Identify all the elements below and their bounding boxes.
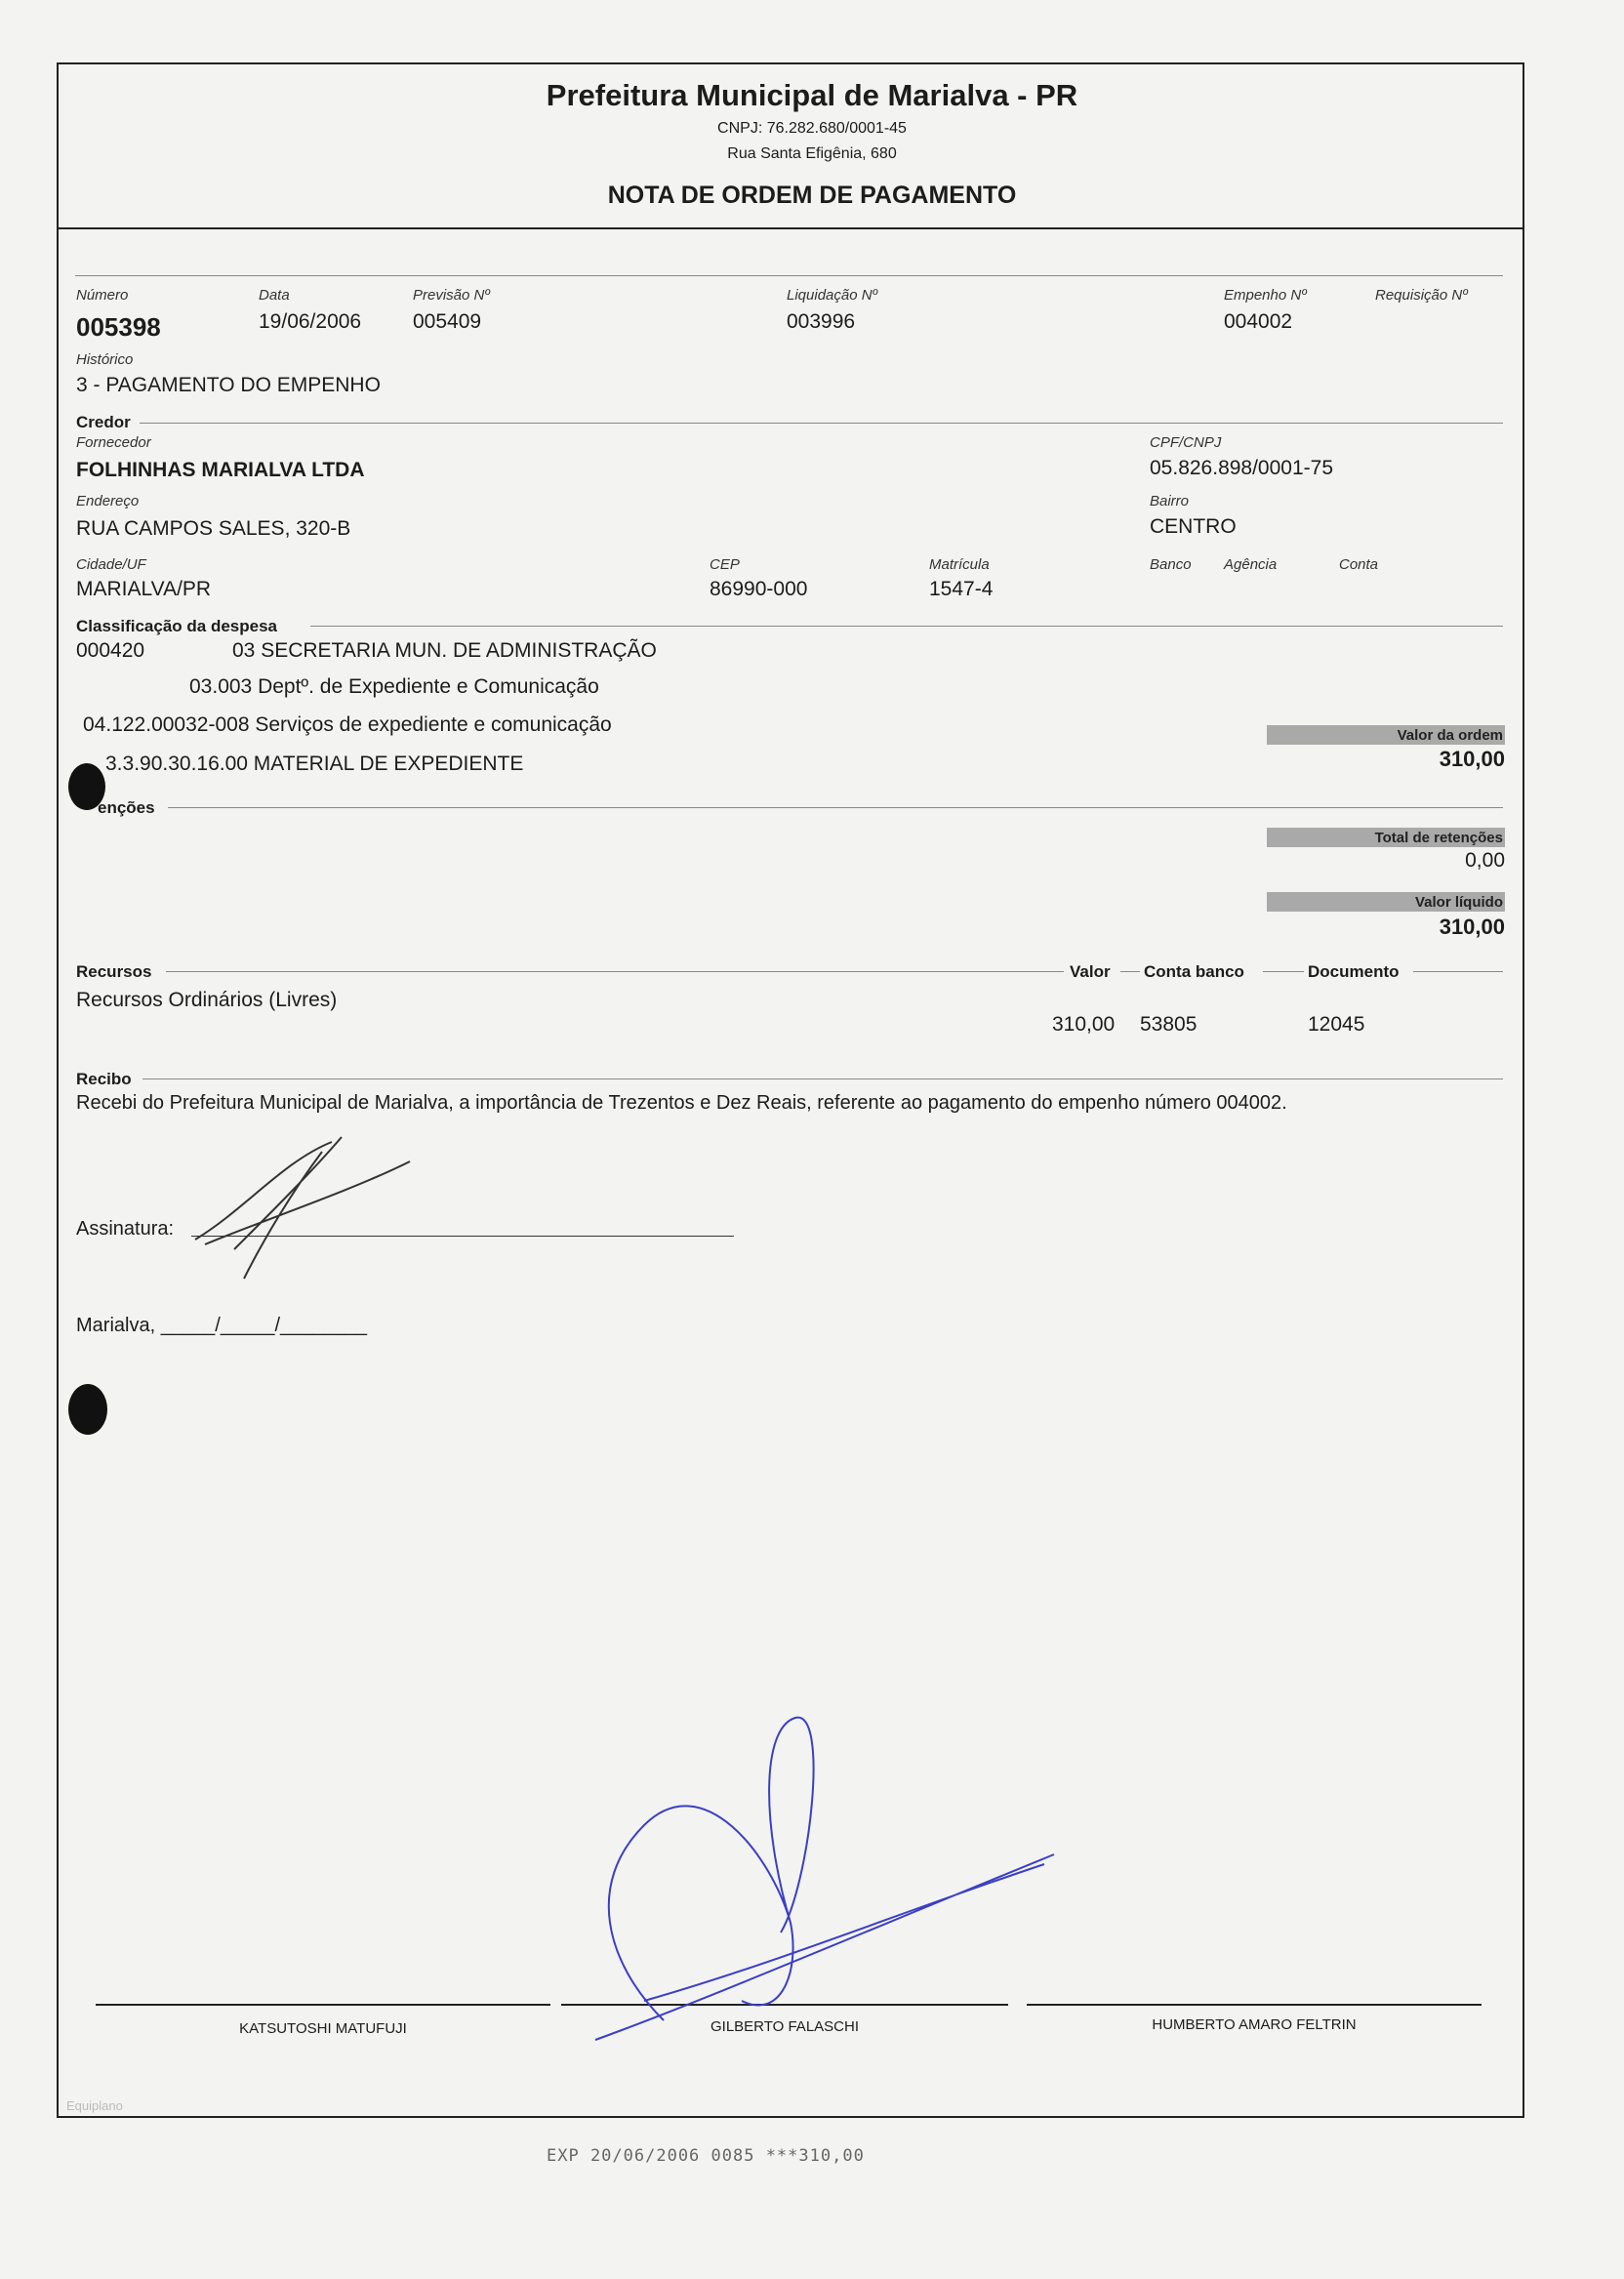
valor-ordem-label: Valor da ordem [1397, 727, 1503, 744]
historico-value: 3 - PAGAMENTO DO EMPENHO [76, 374, 381, 396]
previsao-label: Previsão Nº [413, 287, 490, 304]
previsao-value: 005409 [413, 310, 482, 333]
cidade-label: Cidade/UF [76, 556, 146, 573]
cep-label: CEP [710, 556, 740, 573]
org-name: Prefeitura Municipal de Marialva - PR [546, 78, 1078, 112]
valor-ordem-value: 310,00 [1439, 747, 1505, 771]
data-value: 19/06/2006 [259, 310, 362, 333]
recursos-documento-label: Documento [1308, 962, 1400, 981]
recibo-text: Recebi do Prefeitura Municipal de Marialva, a importância de Trezentos e Dez Reais, referente ao pagamento do empenho número 004002. [76, 1092, 1287, 1114]
cpf-value: 05.826.898/0001-75 [1150, 457, 1334, 479]
classificacao-material: 3.3.90.30.16.00 MATERIAL DE EXPEDIENTE [105, 753, 524, 775]
recibo-section-title: Recibo [76, 1070, 132, 1088]
numero-label: Número [76, 287, 129, 304]
recibo-signature [176, 1132, 429, 1288]
liquidacao-label: Liquidação Nº [787, 287, 878, 304]
classificacao-dept: 03.003 Deptº. de Expediente e Comunicação [189, 675, 599, 698]
recursos-valor: 310,00 [1052, 1013, 1116, 1036]
software-label: Equiplano [66, 2098, 123, 2113]
cidade-value: MARIALVA/PR [76, 578, 212, 600]
valor-liquido-label: Valor líquido [1414, 894, 1503, 911]
cpf-label: CPF/CNPJ [1150, 434, 1222, 451]
top-rule [75, 275, 1503, 276]
local-date: Marialva, _____/_____/________ [76, 1315, 368, 1336]
recursos-rule-2 [1120, 971, 1140, 972]
org-address: Rua Santa Efigênia, 680 [727, 145, 897, 162]
recursos-rule-3 [1263, 971, 1304, 972]
signature-name-right: HUMBERTO AMARO FELTRIN [1152, 2016, 1357, 2033]
endereco-label: Endereço [76, 493, 140, 509]
retencoes-section-title: enções [98, 798, 155, 817]
liquidacao-value: 003996 [787, 310, 856, 333]
recursos-descricao: Recursos Ordinários (Livres) [76, 989, 338, 1011]
classificacao-secretaria: 03 SECRETARIA MUN. DE ADMINISTRAÇÃO [232, 639, 657, 662]
print-stamp: EXP 20/06/2006 0085 ***310,00 [547, 2146, 865, 2166]
classificacao-rule [310, 626, 1503, 627]
signature-line-left [96, 2004, 550, 2006]
recursos-conta-label: Conta banco [1144, 962, 1244, 981]
punch-hole-mark-2 [68, 1384, 107, 1435]
numero-value: 005398 [76, 312, 161, 342]
signature-name-left: KATSUTOSHI MATUFUJI [239, 2020, 407, 2037]
assinatura-label: Assinatura: [76, 1218, 175, 1240]
total-retencoes-label: Total de retenções [1374, 830, 1503, 846]
bairro-value: CENTRO [1150, 515, 1237, 538]
historico-label: Histórico [76, 351, 134, 368]
classificacao-servicos: 04.122.00032-008 Serviços de expediente e comunicação [83, 713, 612, 736]
recursos-section-title: Recursos [76, 962, 152, 981]
signature-name-middle: GILBERTO FALASCHI [710, 2018, 859, 2035]
retencoes-rule [168, 807, 1503, 808]
recursos-rule-4 [1413, 971, 1503, 972]
fornecedor-label: Fornecedor [76, 434, 151, 451]
matricula-label: Matrícula [929, 556, 990, 573]
empenho-label: Empenho Nº [1224, 287, 1307, 304]
classificacao-code: 000420 [76, 639, 145, 662]
agencia-label: Agência [1224, 556, 1278, 573]
signature-line-right [1027, 2004, 1482, 2006]
header-separator [57, 227, 1524, 229]
recursos-documento: 12045 [1308, 1013, 1365, 1036]
bairro-label: Bairro [1150, 493, 1190, 509]
cep-value: 86990-000 [710, 578, 808, 600]
banco-label: Banco [1150, 556, 1192, 573]
requisicao-label: Requisição Nº [1375, 287, 1468, 304]
empenho-value: 004002 [1224, 310, 1293, 333]
credor-section-title: Credor [76, 413, 131, 431]
org-cnpj: CNPJ: 76.282.680/0001-45 [717, 120, 907, 137]
doc-title: NOTA DE ORDEM DE PAGAMENTO [607, 182, 1017, 209]
recibo-rule [142, 1078, 1503, 1079]
data-label: Data [259, 287, 290, 304]
blue-signature [586, 1708, 1074, 2059]
valor-liquido-value: 310,00 [1439, 915, 1505, 939]
conta-label: Conta [1339, 556, 1379, 573]
fornecedor-value: FOLHINHAS MARIALVA LTDA [76, 459, 365, 481]
total-retencoes-value: 0,00 [1465, 849, 1505, 872]
recursos-valor-label: Valor [1070, 962, 1111, 981]
classificacao-section-title: Classificação da despesa [76, 617, 278, 635]
endereco-value: RUA CAMPOS SALES, 320-B [76, 517, 351, 540]
recursos-rule [166, 971, 1064, 972]
credor-rule [140, 423, 1503, 424]
matricula-value: 1547-4 [929, 578, 994, 600]
recursos-conta: 53805 [1140, 1013, 1198, 1036]
